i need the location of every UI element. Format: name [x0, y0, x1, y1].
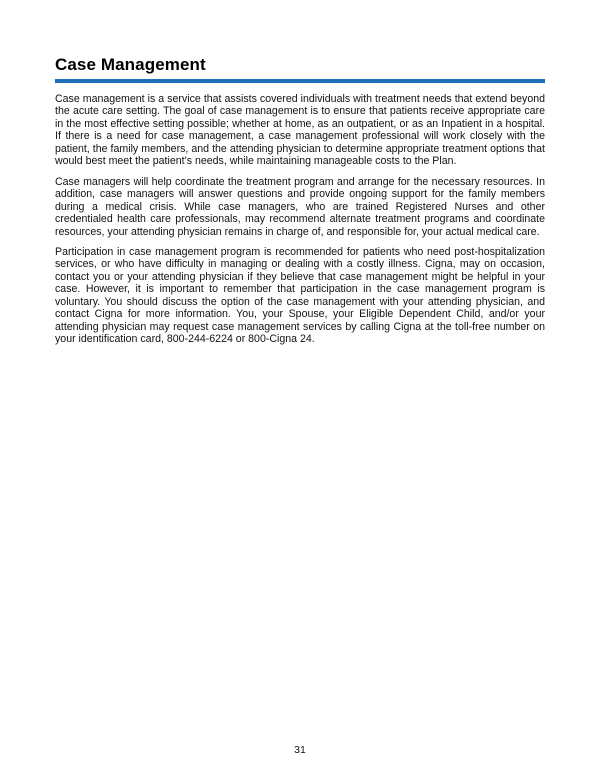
paragraph-case-management-intro: Case management is a service that assists covered individuals with treatment needs that extend beyond the acute care setting. The goal of case management is to ensure that patients receive appropriate care in the most effective setting possible; whether at home, as an outpatient, or as an Inpatient in a hospital. If there is a need for case management, a case management professional will work closely with the patient, the family members, and the attending physician to determine appropriate treatment options that would best meet the patient’s needs, while maintaining manageable costs to the Plan.	[55, 93, 545, 168]
page-title: Case Management	[55, 55, 206, 74]
title-underline-rule	[55, 79, 545, 83]
page-content	[55, 54, 545, 354]
paragraph-case-managers-role: Case managers will help coordinate the treatment program and arrange for the necessary resources. In addition, case managers will answer questions and provide ongoing support for the family members during a medical crisis. While case managers, who are trained Registered Nurses and other credentialed health care professionals, may recommend alternate treatment programs and coordinate resources, your attending physician remains in charge of, and responsible for, your actual medical care.	[55, 175, 545, 238]
page-number: 31	[294, 744, 306, 756]
paragraph-participation: Participation in case management program is recommended for patients who need post-hospitalization services, or who have difficulty in managing or dealing with a costly illness. Cigna, may on occasion, contact you or your attending physician if they believe that case management might be helpful in your case. However, it is important to remember that participation in the case management program is voluntary. You should discuss the option of the case management with your attending physician, and contact Cigna for more information. You, your Spouse, your Eligible Dependent Child, and/or your attending physician may request case management services by calling Cigna at the toll-free number on your identification card, 800-244-6224 or 800-Cigna 24.	[55, 245, 545, 346]
